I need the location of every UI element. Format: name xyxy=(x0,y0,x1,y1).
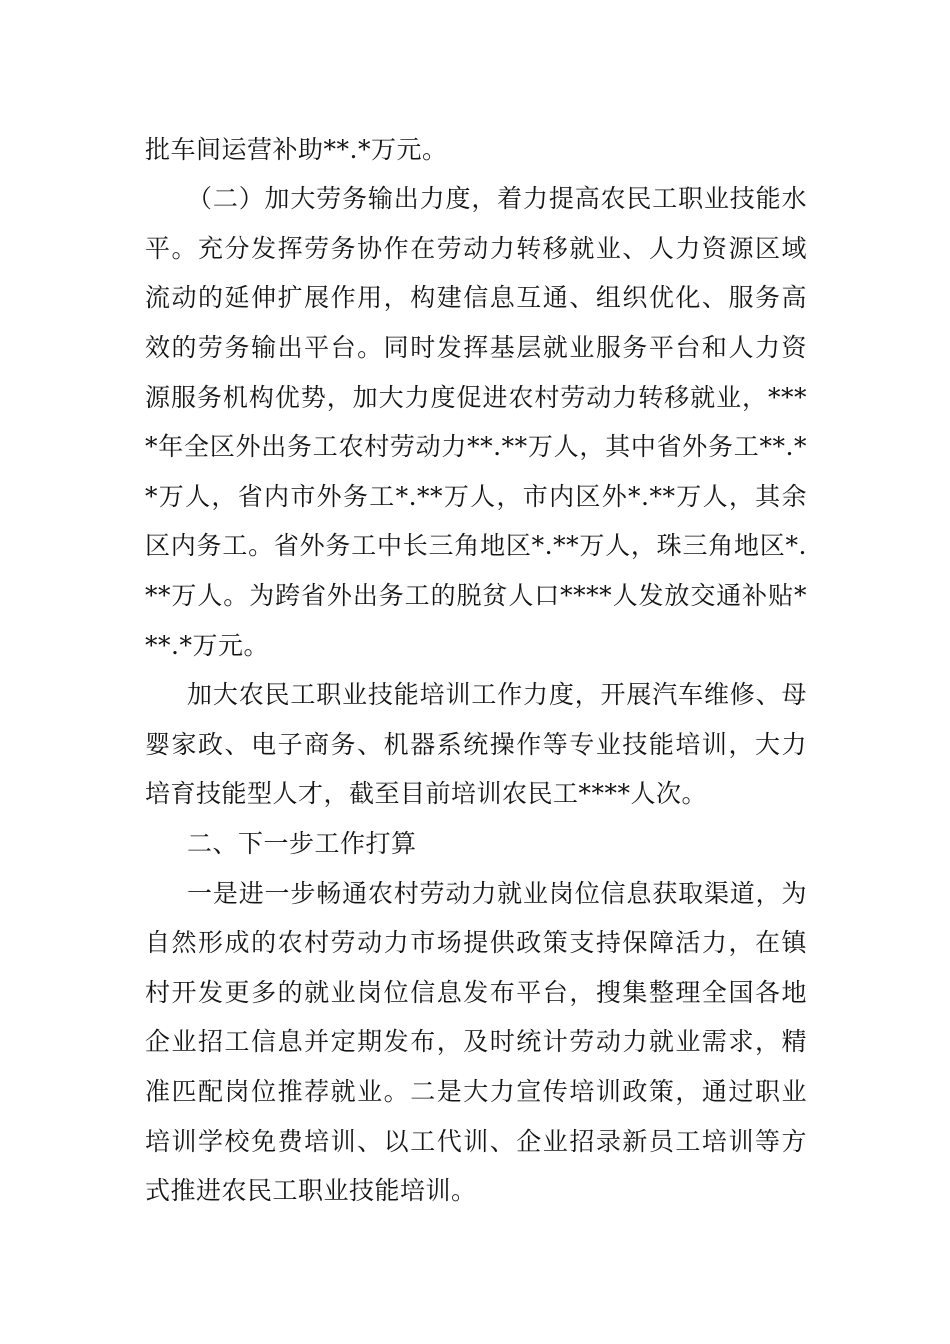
text-line: 培育技能型人才，截至目前培训农民工****人次。 xyxy=(145,779,708,808)
text-line: **万人。为跨省外出务工的脱贫人口****人发放交通补贴* xyxy=(145,581,807,610)
text-line: 企业招工信息并定期发布，及时统计劳动力就业需求，精 xyxy=(145,1027,807,1056)
text-line: 准匹配岗位推荐就业。二是大力宣传培训政策，通过职业 xyxy=(145,1077,807,1106)
section-heading: 二、下一步工作打算 xyxy=(187,829,417,858)
text-line: 自然形成的农村劳动力市场提供政策支持保障活力，在镇 xyxy=(145,928,807,957)
text-line: 式推进农民工职业技能培训。 xyxy=(145,1176,477,1205)
text-line: 效的劳务输出平台。同时发挥基层就业服务平台和人力资 xyxy=(145,333,807,362)
text-line: 区内务工。省外务工中长三角地区*.**万人，珠三角地区*. xyxy=(145,531,807,560)
text-line: （二）加大劳务输出力度，着力提高农民工职业技能水 xyxy=(187,184,807,213)
text-line: 婴家政、电子商务、机器系统操作等专业技能培训，大力 xyxy=(145,730,807,759)
text-line: 加大农民工职业技能培训工作力度，开展汽车维修、母 xyxy=(187,680,807,709)
text-line: 源服务机构优势，加大力度促进农村劳动力转移就业，*** xyxy=(145,383,807,412)
text-line: 村开发更多的就业岗位信息发布平台，搜集整理全国各地 xyxy=(145,978,807,1007)
text-line: **.*万元。 xyxy=(145,631,269,660)
text-line: 流动的延伸扩展作用，构建信息互通、组织优化、服务高 xyxy=(145,283,807,312)
text-line: 一是进一步畅通农村劳动力就业岗位信息获取渠道，为 xyxy=(187,879,807,908)
text-line: 平。充分发挥劳务协作在劳动力转移就业、人力资源区域 xyxy=(145,234,807,263)
text-line: 批车间运营补助**.*万元。 xyxy=(145,135,448,164)
text-line: *年全区外出务工农村劳动力**.**万人，其中省外务工**.* xyxy=(145,432,807,461)
text-line: 培训学校免费培训、以工代训、企业招录新员工培训等方 xyxy=(145,1127,807,1156)
text-line: *万人，省内市外务工*.**万人，市内区外*.**万人，其余 xyxy=(145,482,807,511)
